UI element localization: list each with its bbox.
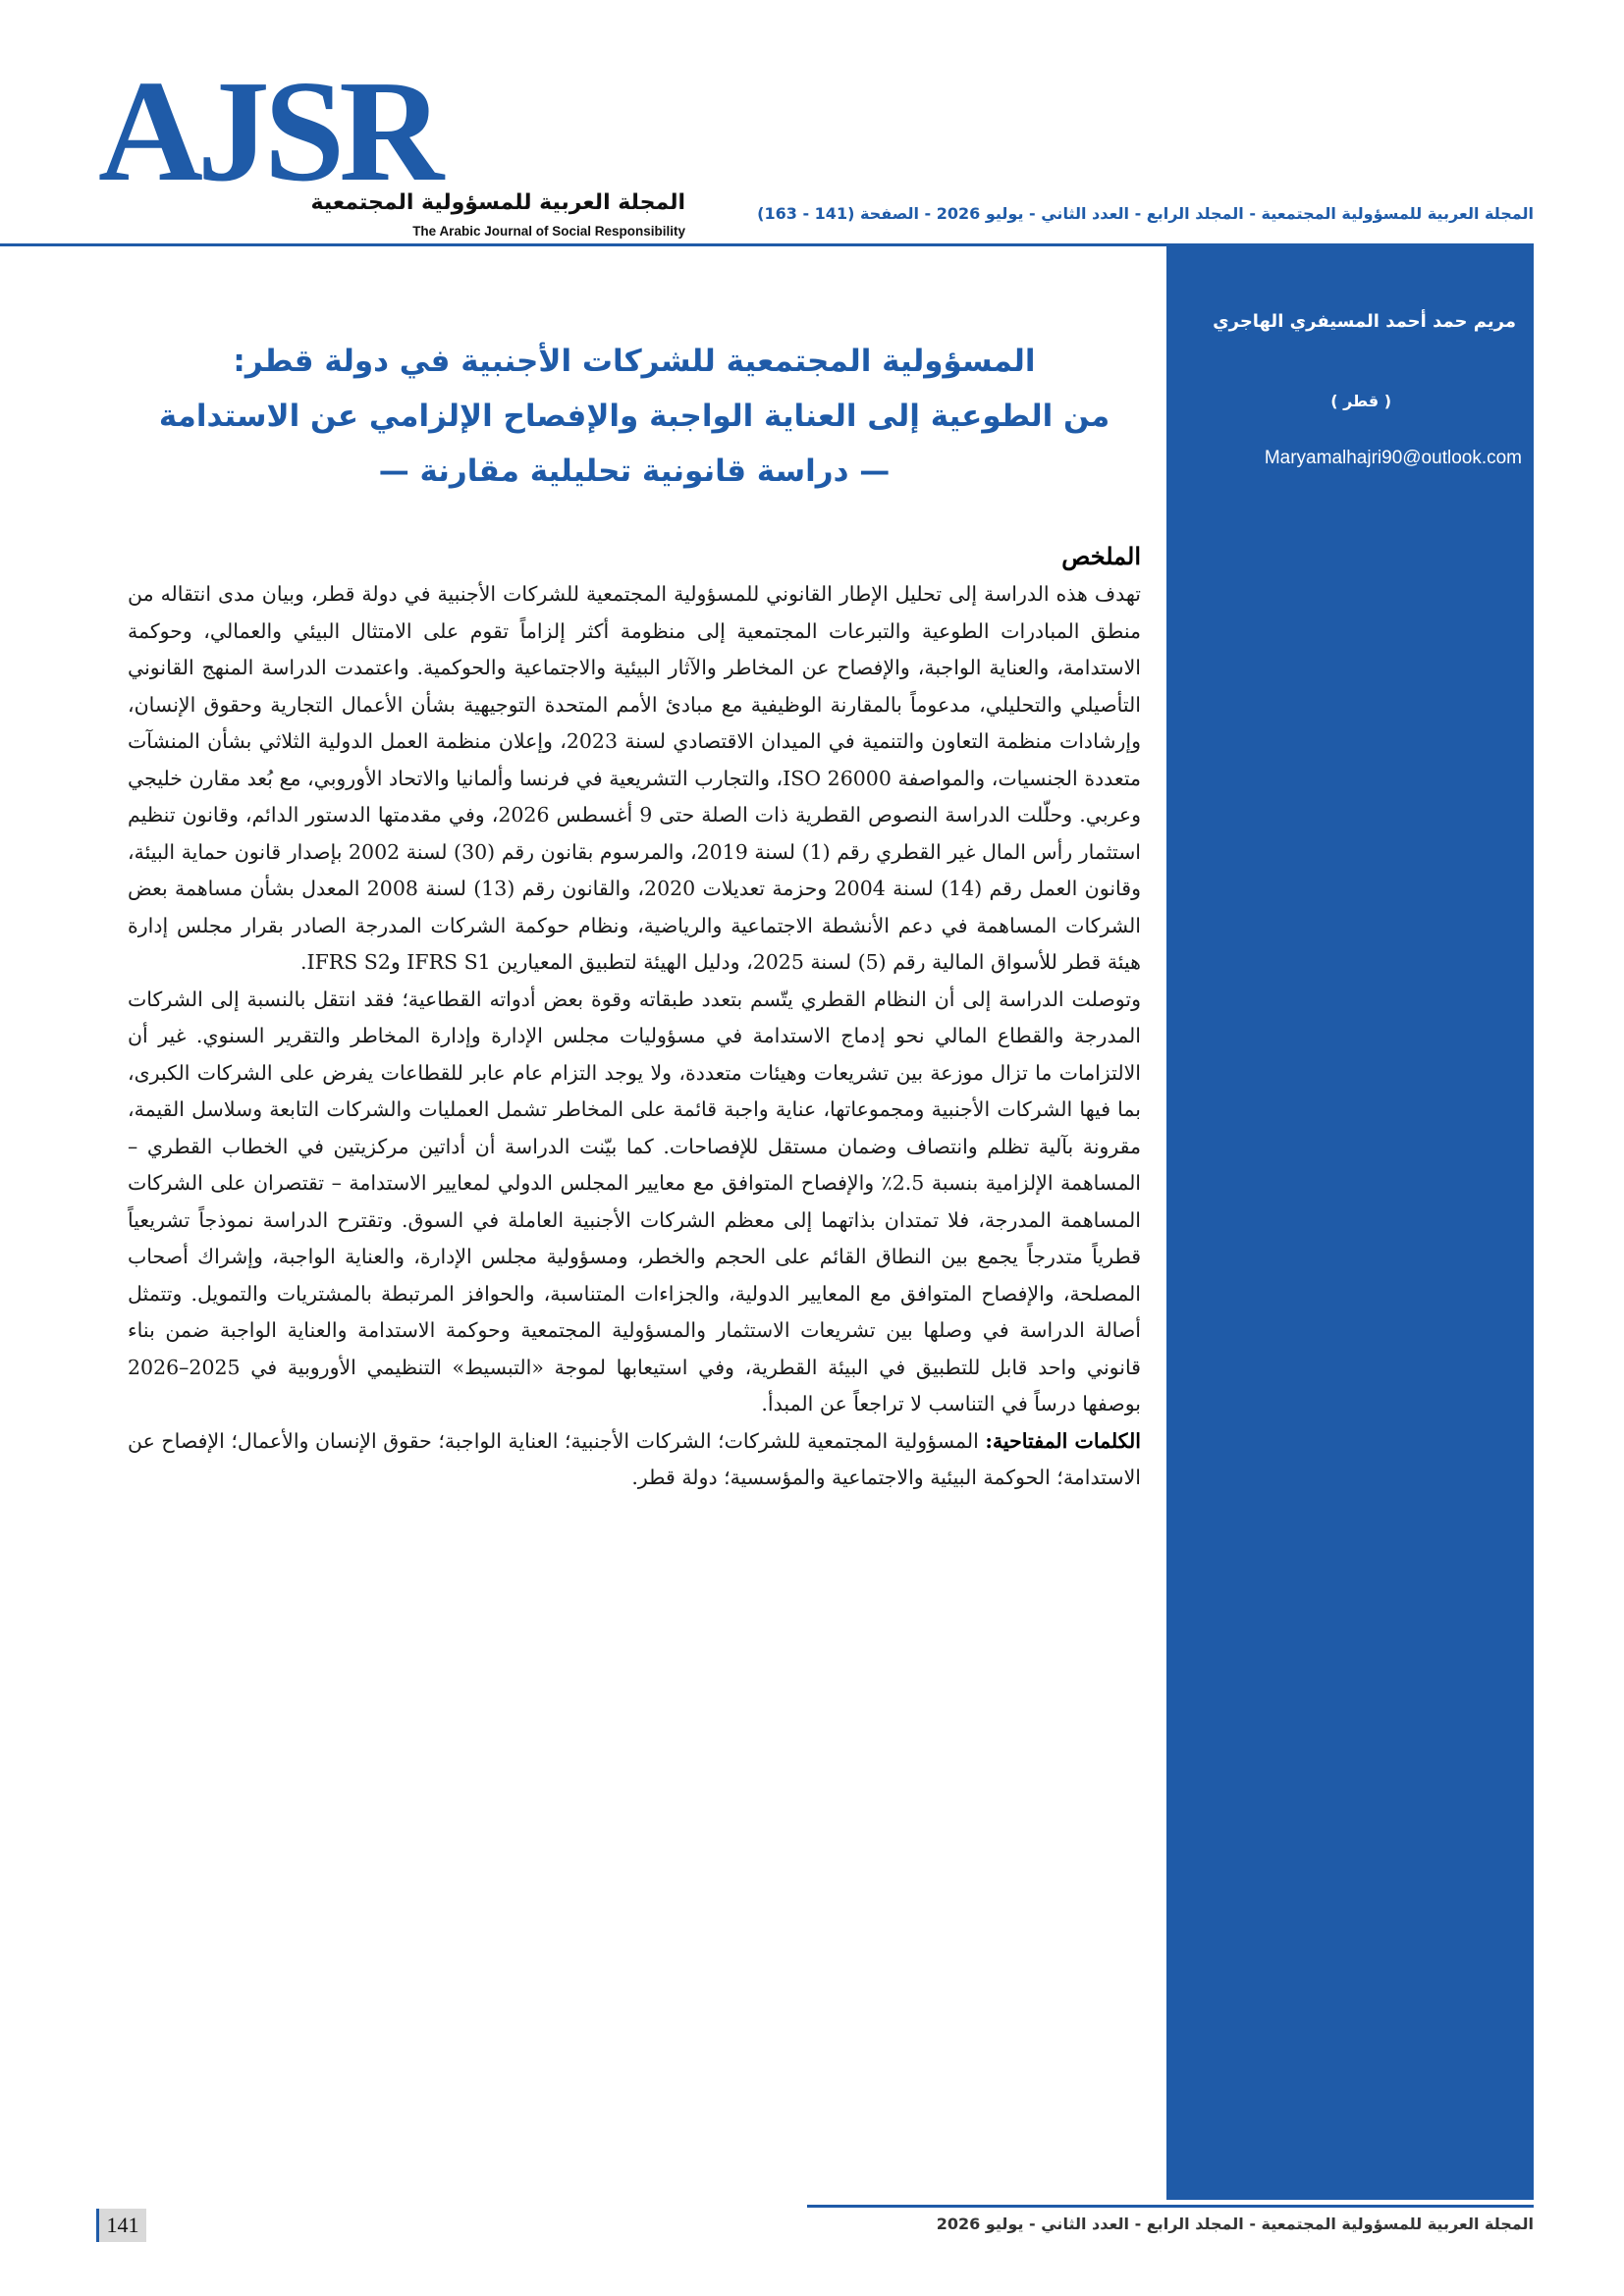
title-line-1: المسؤولية المجتمعية للشركات الأجنبية في دولة قطر: <box>233 344 1036 379</box>
footer-text: المجلة العربية للمسؤولية المجتمعية - المجلد الرابع - العدد الثاني - يوليو 2026 <box>936 2215 1534 2233</box>
page-number: 141 <box>96 2209 146 2242</box>
abstract-paragraph-2: وتوصلت الدراسة إلى أن النظام القطري يتّسم بتعدد طبقاته وقوة بعض أدواته القطاعية؛ فقد انتقل بالنسبة إلى الشركات المدرجة والقطاع المالي نحو إدماج الاستدامة في مسؤوليات مجلس الإدارة وإدارة المخاطر والتقرير السنوي. غير أن الالتزامات ما تزال موزعة بين تشريعات وهيئات متعددة، ولا يوجد التزام عام عابر للقطاعات يفرض على الشركات الكبرى، بما فيها الشركات الأجنبية ومجموعاتها، عناية واجبة قائمة على المخاطر تشمل العمليات والشركات التابعة وسلاسل القيمة، مقرونة بآلية تظلم وانتصاف وضمان مستقل للإفصاحات. كما بيّنت الدراسة أن أداتين مركزيتين في الخطاب القطري – المساهمة الإلزامية بنسبة 2.5٪ والإفصاح المتوافق مع معايير المجلس الدولي لمعايير الاستدامة – تقتصران على الشركات المساهمة المدرجة، فلا تمتدان بذاتهما إلى معظم الشركات الأجنبية العاملة في السوق. وتقترح الدراسة نموذجاً تشريعياً قطرياً متدرجاً يجمع بين النطاق القائم على الحجم والخطر، ومسؤولية مجلس الإدارة، والعناية الواجبة، وإشراك أصحاب المصلحة، والإفصاح المتوافق مع المعايير الدولية، والجزاءات المتناسبة، والحوافز المرتبطة بالمشتريات والتمويل. وتتمثل أصالة الدراسة في وصلها بين تشريعات الاستثمار والمسؤولية المجتمعية وحوكمة الاستدامة والعناية الواجبة ضمن بناء قانوني واحد قابل للتطبيق في البيئة القطرية، وفي استيعابها لموجة «التبسيط» التنظيمي الأوروبية في 2025–2026 بوصفها درساً في التناسب لا تراجعاً عن المبدأ. <box>128 987 1142 1415</box>
running-head: المجلة العربية للمسؤولية المجتمعية - المجلد الرابع - العدد الثاني - يوليو 2026 - الصفحة (141 - 163) <box>757 204 1534 223</box>
author-country: ( قطر ) <box>1330 392 1391 410</box>
author-sidebar <box>1166 246 1534 2200</box>
journal-name-en: The Arabic Journal of Social Responsibility <box>412 224 685 239</box>
keywords-list: المسؤولية المجتمعية للشركات؛ الشركات الأجنبية؛ العناية الواجبة؛ حقوق الإنسان والأعمال؛ الإفصاح عن الاستدامة؛ الحوكمة البيئية والاجتماعية والمؤسسية؛ دولة قطر. <box>128 1428 1141 1489</box>
main-column <box>128 334 1141 1497</box>
abstract-heading: الملخص <box>1061 542 1141 570</box>
abstract-body <box>128 576 1141 1423</box>
footer-divider <box>807 2205 1534 2208</box>
keywords <box>128 1423 1141 1497</box>
logo-mark: AJSR <box>98 51 439 212</box>
title-line-3: — دراسة قانونية تحليلية مقارنة — <box>378 454 891 489</box>
keywords-label: الكلمات المفتاحية: <box>985 1428 1141 1453</box>
author-email[interactable]: Maryamalhajri90@outlook.com <box>1264 448 1522 468</box>
journal-logo <box>98 51 685 245</box>
article-title <box>128 334 1141 499</box>
author-name: مريم حمد أحمد المسيفري الهاجري <box>1213 311 1516 332</box>
abstract-paragraph-1: تهدف هذه الدراسة إلى تحليل الإطار القانوني للمسؤولية المجتمعية للشركات الأجنبية في دولة قطر، وبيان مدى انتقاله من منطق المبادرات الطوعية والتبرعات المجتمعية إلى منظومة أكثر إلزاماً تقوم على الامتثال البيئي والعمالي، وحوكمة الاستدامة، والعناية الواجبة، والإفصاح عن المخاطر والآثار البيئية والاجتماعية والحوكمية. واعتمدت الدراسة المنهج القانوني التأصيلي والتحليلي، مدعوماً بالمقارنة الوظيفية مع مبادئ الأمم المتحدة التوجيهية بشأن الأعمال التجارية وحقوق الإنسان، وإرشادات منظمة التعاون والتنمية في الميدان الاقتصادي لسنة 2023، وإعلان منظمة العمل الدولية الثلاثي بشأن المنشآت متعددة الجنسيات، والمواصفة ISO 26000، والتجارب التشريعية في فرنسا وألمانيا والاتحاد الأوروبي، مع بُعد مقارن خليجي وعربي. وحلّلت الدراسة النصوص القطرية ذات الصلة حتى 9 أغسطس 2026، وفي مقدمتها الدستور الدائم، وقانون تنظيم استثمار رأس المال غير القطري رقم (1) لسنة 2019، والمرسوم بقانون رقم (30) لسنة 2002 بإصدار قانون حماية البيئة، وقانون العمل رقم (14) لسنة 2004 وحزمة تعديلات 2020، والقانون رقم (13) لسنة 2008 المعدل بشأن مساهمة بعض الشركات المساهمة في دعم الأنشطة الاجتماعية والرياضية، ونظام حوكمة الشركات المدرجة الصادر بقرار مجلس إدارة هيئة قطر للأسواق المالية رقم (5) لسنة 2025، ودليل الهيئة لتطبيق المعيارين IFRS S1 وIFRS S2. <box>128 582 1141 974</box>
title-line-2: من الطوعية إلى العناية الواجبة والإفصاح الإلزامي عن الاستدامة <box>158 399 1110 434</box>
journal-name-ar: المجلة العربية للمسؤولية المجتمعية <box>310 190 685 215</box>
